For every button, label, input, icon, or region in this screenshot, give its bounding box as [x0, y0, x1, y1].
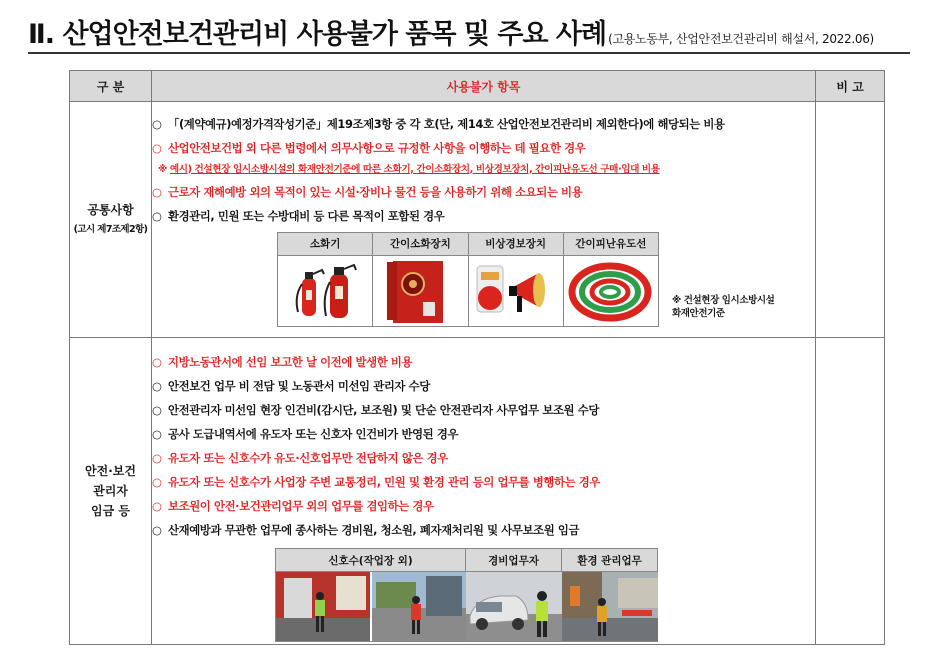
item-text: 근로자 재해예방 외의 목적이 있는 시설·장비나 물건 등을 사용하기 위해 소요되는 비용 [168, 184, 583, 199]
picture-label: 간이소화장치 [373, 232, 468, 255]
picture-table [275, 548, 658, 642]
bullet: ○ [152, 427, 162, 441]
list-item [152, 374, 815, 398]
picture-label: 신호수(작업장 외) [276, 549, 466, 572]
list-item [152, 350, 815, 374]
bullet: ○ [152, 184, 162, 199]
bullet: ○ [152, 499, 162, 513]
picture-row [152, 548, 815, 644]
picture-label: 소화기 [278, 232, 373, 255]
header-items: 사용불가 항목 [152, 71, 816, 102]
item-text: 유도자 또는 신호수가 유도·신호업무만 전담하지 않은 경우 [168, 451, 448, 465]
picture-label: 환경 관리업무 [562, 549, 658, 572]
title-divider [28, 52, 910, 54]
item-text: 안전관리자 미선임 현장 인건비(감시단, 보조원) 및 단순 안전관리자 사무업무 보조원 수당 [168, 403, 599, 417]
category-label-line: 관리자 [93, 484, 128, 498]
row-category [70, 338, 152, 645]
list-item [152, 398, 815, 422]
bullet: ※ [158, 163, 167, 175]
category-label-line: 안전·보건 [85, 464, 136, 478]
item-text: 환경관리, 민원 또는 수방대비 등 다른 목적이 포함된 경우 [168, 208, 445, 223]
picture-label: 경비업무자 [466, 549, 562, 572]
item-text: 산재예방과 무관한 업무에 종사하는 경비원, 청소원, 폐자재처리원 및 사무보조원 임금 [168, 523, 580, 537]
list-item [152, 136, 815, 160]
item-text: 지방노동관서에 선임 보고한 날 이전에 발생한 비용 [168, 355, 413, 369]
table-header-row [70, 71, 885, 102]
picture-note-line: 화재안전기준 [672, 307, 725, 319]
category-sub-label: (고시 제7조제2항) [73, 223, 148, 235]
fire-extinguisher-icon [278, 255, 373, 326]
prohibited-items-table [69, 70, 885, 645]
bullet: ○ [152, 451, 162, 465]
list-item [152, 180, 815, 204]
picture-label: 간이피난유도선 [563, 232, 658, 255]
row-remark [816, 102, 885, 338]
category-label: 공통사항 [87, 202, 134, 217]
row-category [70, 102, 152, 338]
bullet: ○ [152, 116, 162, 131]
page-subtitle: (고용노동부, 산업안전보건관리비 해설서, 2022.06) [608, 32, 874, 46]
row-remark [816, 338, 885, 645]
list-item [152, 470, 815, 494]
item-text: 산업안전보건법 외 다른 법령에서 의무사항으로 규정한 사항을 이행하는 데 필요한 경우 [168, 140, 586, 155]
simple-fire-suppression-icon [373, 255, 468, 326]
list-item [152, 494, 815, 518]
item-text: 공사 도급내역서에 유도자 또는 신호자 인건비가 반영된 경우 [168, 427, 459, 441]
item-text: 보조원이 안전·보건관리업무 외의 업무를 겸임하는 경우 [168, 499, 434, 513]
header-category: 구 분 [70, 71, 152, 102]
list-item [152, 446, 815, 470]
security-guard-photo [466, 572, 562, 642]
evacuation-guide-line-icon [563, 255, 658, 326]
bullet: ○ [152, 355, 162, 369]
bullet: ○ [152, 208, 162, 223]
category-label-line: 임금 등 [91, 504, 130, 518]
header-remark: 비 고 [816, 71, 885, 102]
table-row [70, 102, 885, 338]
picture-note [672, 294, 774, 320]
page-header [28, 12, 918, 48]
item-text: 「(계약예규)예정가격작성기준」제19조제3항 중 각 호(단, 제14호 산업안전보건관리비 제외한다)에 해당되는 비용 [168, 116, 725, 131]
bullet: ○ [152, 140, 162, 155]
row-items [152, 102, 816, 338]
list-item [152, 518, 815, 542]
list-item [152, 204, 815, 228]
signal-worker-photo [276, 572, 466, 642]
picture-label: 비상경보장치 [468, 232, 563, 255]
item-text: 예시) 건설현장 임시소방시설의 화재안전기준에 따른 소화기, 간이소화장치, 비상경보장치, 간이피난유도선 구매·임대 비용 [169, 163, 660, 175]
item-text: 유도자 또는 신호수가 사업장 주변 교통정리, 민원 및 환경 관리 등의 업무를 병행하는 경우 [168, 475, 601, 489]
page-title: Ⅱ. 산업안전보건관리비 사용불가 품목 및 주요 사례 [28, 19, 607, 50]
table-row [70, 338, 885, 645]
list-item [152, 112, 815, 136]
row-items [152, 338, 816, 645]
picture-note-line: ※ 건설현장 임시소방시설 [672, 294, 775, 306]
bullet: ○ [152, 475, 162, 489]
picture-table [277, 232, 659, 327]
picture-row [152, 232, 815, 328]
list-item-note [152, 160, 815, 180]
bullet: ○ [152, 379, 162, 393]
item-text: 안전보건 업무 비 전담 및 노동관서 미선임 관리자 수당 [168, 379, 430, 393]
environment-worker-photo [562, 572, 658, 642]
emergency-alarm-icon [468, 255, 563, 326]
bullet: ○ [152, 403, 162, 417]
bullet: ○ [152, 523, 162, 537]
list-item [152, 422, 815, 446]
